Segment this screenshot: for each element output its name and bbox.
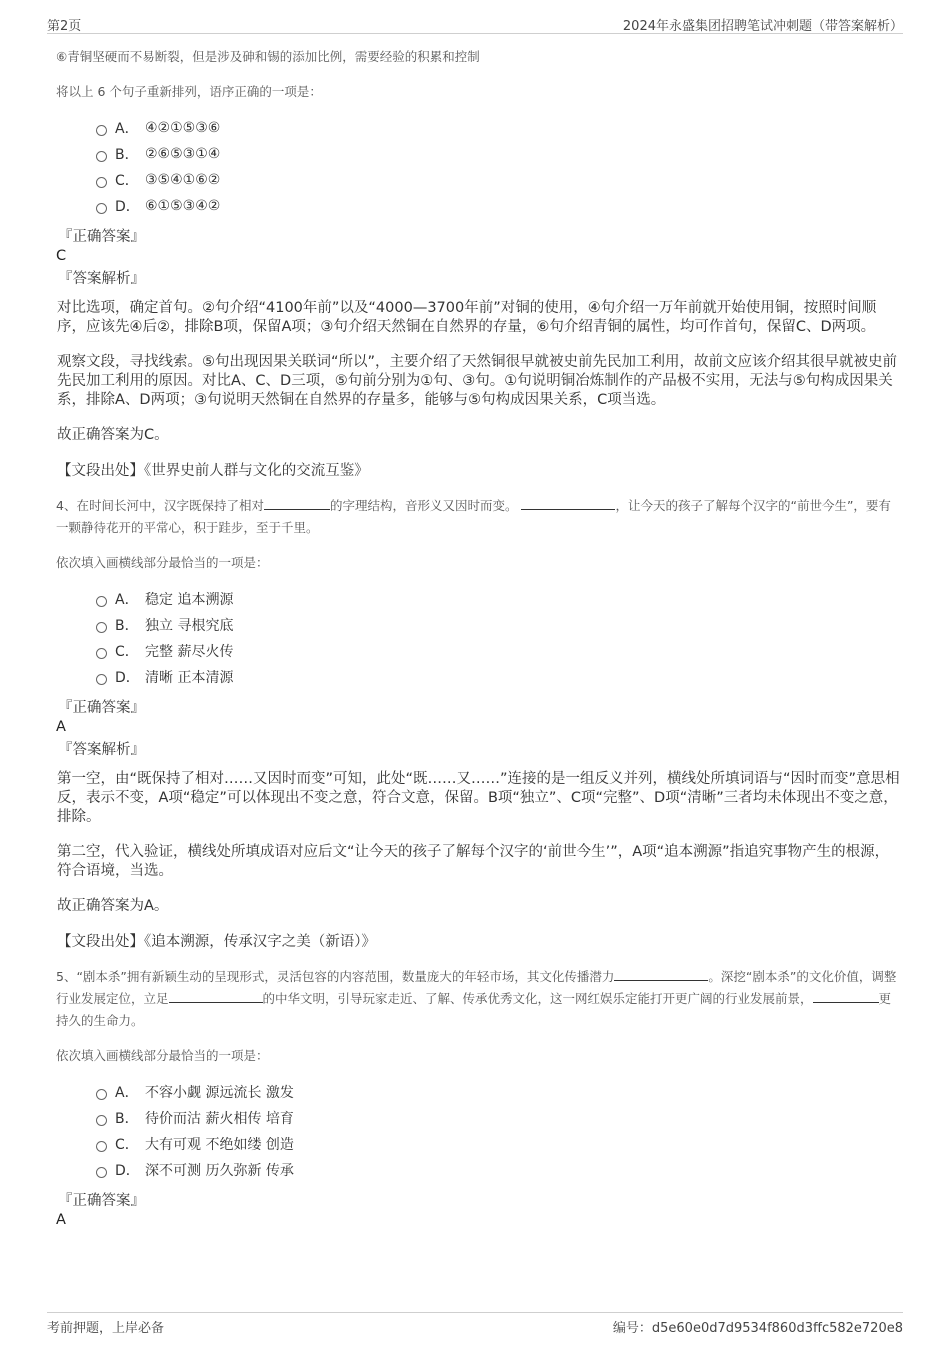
q4-option-c[interactable]: C． 完整 薪尽火传 [96,638,901,664]
radio-icon[interactable] [96,1167,107,1178]
q4-blank-1 [264,497,330,510]
q5-stem: 5、“剧本杀”拥有新颖生动的呈现形式，灵活包容的内容范围，数量庞大的年轻市场，其文化传播潜力 。深挖“剧本杀”的文化价值，调整行业发展定位，立足 的中华文明，引导玩家走近、了解、传承优秀文化，这一网红娱乐定能打开更广阔的行业发展前景， 更持久的生命力。 [56,969,897,1028]
q5-answer: A [56,1212,66,1228]
q5-options [96,1079,901,1183]
q5-option-c[interactable]: C． 大有可观 不绝如缕 创造 [96,1131,901,1157]
q3-analysis-2: 观察文段，寻找线索。⑤句出现因果关联词“所以”，主要介绍了天然铜很早就被史前先民加工利用，故前文应该介绍其很早就被史前先民加工利用的原因。对比A、C、D三项，⑤句前分别为①句、③句。①句说明铜冶炼制作的产品极不实用，无法与⑤句构成因果关系，排除A、D两项；③句说明天然铜在自然界的存量多，能够与⑤句构成因果关系，C项当选。 [57,354,898,408]
q4-instruction: 依次填入画横线部分最恰当的一项是： [56,555,269,570]
q4-analysis-1: 第一空，由“既保持了相对……又因时而变”可知，此处“既……又……”连接的是一组反义并列，横线处所填词语与“因时而变”意思相反，表示不变，A项“稳定”可以体现出不变之意，符合文意，保留。B项“独立”、C项“完整”、D项“清晰”三者均未体现出不变之意，排除。 [57,771,900,825]
radio-icon[interactable] [96,1115,107,1126]
q4-option-a[interactable]: A． 稳定 追本溯源 [96,586,901,612]
q3-instruction: 将以上 6 个句子重新排列，语序正确的一项是： [56,84,322,99]
q4-analysis-label: 『答案解析』 [58,742,145,758]
document-id: 编号：d5e60e0d7d9534f860d3ffc582e720e8 [612,1321,903,1336]
q4-source: 【文段出处】《追本溯源，传承汉字之美（新语）》 [57,934,376,950]
q5-instruction: 依次填入画横线部分最恰当的一项是： [56,1048,269,1063]
q5-blank-3 [813,990,879,1003]
q3-analysis-1: 对比选项，确定首句。②句介绍“4100年前”以及“4000—3700年前”对铜的使用，④句介绍一万年前就开始使用铜，按照时间顺序，应该先④后②，排除B项，保留A项；③句介绍天然铜在自然界的存量，⑥句介绍青铜的属性，均可作首句，保留C、D两项。 [57,300,877,335]
radio-icon[interactable] [96,203,107,214]
q3-answer-label: 『正确答案』 [58,229,145,245]
radio-icon[interactable] [96,125,107,136]
radio-icon[interactable] [96,622,107,633]
document-title: 2024年永盛集团招聘笔试冲刺题（带答案解析） [622,19,903,34]
q5-answer-label: 『正确答案』 [58,1193,145,1209]
q3-option-c[interactable]: C． ③⑤④①⑥② [96,167,901,193]
q5-option-a[interactable]: A． 不容小觑 源远流长 激发 [96,1079,901,1105]
page-header [47,13,903,34]
radio-icon[interactable] [96,151,107,162]
q5-blank-1 [614,968,708,981]
page-footer [47,1312,903,1335]
radio-icon[interactable] [96,1141,107,1152]
radio-icon[interactable] [96,177,107,188]
q4-stem: 4、在时间长河中，汉字既保持了相对 的字理结构，音形义又因时而变。 ，让今天的孩子了解每个汉字的“前世今生”，要有一颗静待花开的平常心，积于跬步，至于千里。 [56,498,891,535]
radio-icon[interactable] [96,648,107,659]
q4-option-d[interactable]: D． 清晰 正本清源 [96,664,901,690]
page-number: 第2页 [47,19,82,34]
q3-answer: C [56,248,67,264]
q3-sentence-6: ⑥青铜坚硬而不易断裂，但是涉及砷和锡的添加比例，需要经验的积累和控制 [56,49,480,64]
q4-option-b[interactable]: B． 独立 寻根究底 [96,612,901,638]
footer-slogan: 考前押题，上岸必备 [47,1321,165,1336]
q3-option-a[interactable]: A． ④②①⑤③⑥ [96,115,901,141]
q5-option-d[interactable]: D． 深不可测 历久弥新 传承 [96,1157,901,1183]
q3-option-d[interactable]: D． ⑥①⑤③④② [96,193,901,219]
radio-icon[interactable] [96,596,107,607]
q4-analysis-2: 第二空，代入验证，横线处所填成语对应后文“让今天的孩子了解每个汉字的‘前世今生’”，A项“追本溯源”指追究事物产生的根源，符合语境，当选。 [57,844,890,879]
q3-options [96,115,901,219]
page-content [56,46,901,1233]
q3-analysis-label: 『答案解析』 [58,271,145,287]
q3-analysis-3: 故正确答案为C。 [57,427,169,443]
q4-blank-2 [521,497,615,510]
q3-option-b[interactable]: B． ②⑥⑤③①④ [96,141,901,167]
q5-blank-2 [169,990,263,1003]
q4-answer: A [56,719,66,735]
q4-options [96,586,901,690]
radio-icon[interactable] [96,674,107,685]
q4-analysis-3: 故正确答案为A。 [57,898,169,914]
q5-option-b[interactable]: B． 待价而沽 薪火相传 培育 [96,1105,901,1131]
radio-icon[interactable] [96,1089,107,1100]
q4-answer-label: 『正确答案』 [58,700,145,716]
q3-source: 【文段出处】《世界史前人群与文化的交流互鉴》 [57,463,369,479]
